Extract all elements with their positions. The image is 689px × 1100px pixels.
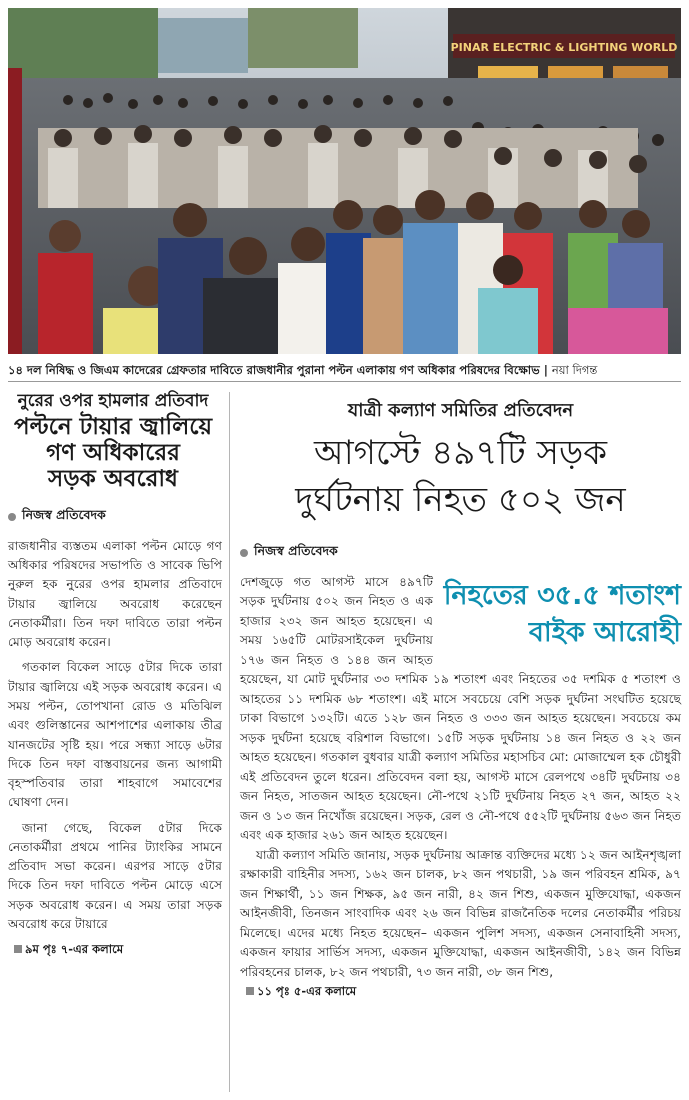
shop-sign-text: PINAR ELECTRIC & LIGHTING WORLD (450, 41, 678, 54)
left-jump-text: ৯ম পৃঃ ৭-এর কলামে (25, 942, 124, 957)
right-jump-text: ১১ পৃঃ ৫-এর কলামে (257, 984, 357, 999)
left-byline-text: নিজস্ব প্রতিবেদক (22, 506, 106, 522)
left-headline-block (8, 392, 222, 493)
protest-crowd-image (8, 8, 681, 354)
right-continued-link[interactable] (240, 982, 681, 1000)
right-headline-line-1: আগস্টে ৪৯৭টি সড়ক (313, 433, 608, 473)
left-paragraph: গতকাল বিকেল সাড়ে ৫টার দিকে তারা টায়ার জ্বালিয়ে এই সড়ক অবরোধ করেন। এ সময় পল্টন, তোপখানা রোড ও মতিঝিল এবং গুলিস্তানের আশপাশের এলাকায় তীব্র যানজটের সৃষ্টি হয়। পরে সন্ধ্যা সাড়ে ৬টার দিকে তিন দফা বাস্তবায়নের জন্য আগামী বৃহস্পতিবার তারা শাহবাগে সমাবেশের ঘোষণা দেন। (8, 660, 222, 810)
square-bullet-icon (246, 987, 254, 995)
news-photo (8, 8, 681, 354)
right-body (240, 573, 681, 1001)
bullet-icon (8, 513, 16, 521)
caption-text: ১৪ দল নিষিদ্ধ ও জিএম কাদেরের গ্রেফতার দাবিতে রাজধানীর পুরানা পল্টন এলাকায় গণ অধিকার পরিষদের বিক্ষোভ (8, 363, 540, 377)
left-headline-line-2: গণ অধিকারের (46, 438, 180, 466)
left-byline (8, 507, 222, 527)
right-headline-line-2: দুর্ঘটনায় নিহত ৫০২ জন (295, 479, 626, 520)
left-kicker: নুরের ওপর হামলার প্রতিবাদ (17, 391, 209, 411)
left-story (8, 392, 222, 1092)
column-divider (229, 392, 230, 1092)
right-byline (240, 543, 681, 563)
left-paragraph: জানা গেছে, বিকেল ৫টার দিকে নেতাকর্মীরা প্রথমে পানির ট্যাংকির সামনে প্রতিবাদ সভা করেন। এরপর সাড়ে ৫টার দিকে তিন দফা দাবিতে পল্টন মোড়ে এসে সড়ক অবরোধ করেন। এ সময় তারা সড়ক অবরোধ করে টায়ারে (8, 820, 222, 931)
caption-separator: | (543, 363, 552, 377)
left-headline-line-1: পল্টনে টায়ার জ্বালিয়ে (13, 412, 212, 440)
right-story (240, 392, 681, 1092)
pull-quote: নিহতের ৩৫.৫ শতাংশ বাইক আরোহী (443, 579, 681, 648)
left-body (8, 537, 222, 958)
bullet-icon (240, 549, 248, 557)
right-byline-text: নিজস্ব প্রতিবেদক (254, 542, 338, 558)
photo-credit: নয়া দিগন্ত (551, 363, 598, 377)
photo-caption (8, 358, 681, 382)
right-paragraph: দেশজুড়ে গত আগস্ট মাসে ৪৯৭টি সড়ক দুর্ঘটনায় ৫০২ জন নিহত ও এক হাজার ২৩২ জন আহত হয়েছেন। এ সময় ১৬৫টি মোটরসাইকেল দুর্ঘটনায় ১৭৬ জন নিহত ও ১৪৪ জন আহত হয়েছেন, যা মোট দুর্ঘটনার ৩৩ দশমিক ১৯ শতাংশ এবং নিহতের ৩৫ দশমিক ৫ শতাংশ ও আহতের ১১ দশমিক ৬৮ শতাংশ। এই মাসে সবচেয়ে বেশি সড়ক দুর্ঘটনা সংঘটিত হয়েছে ঢাকা বিভাগে ১৩২টি। এতে ১২৮ জন নিহত ও ৩৩৩ জন আহত হয়েছেন। সবচেয়ে কম সড়ক দুর্ঘটনা হয়েছে বরিশাল বিভাগে। ১৫টি সড়ক দুর্ঘটনায় ১৪ জন নিহত ও ২২ জন আহত হয়েছেন। গতকাল বুধবার যাত্রী কল্যাণ সমিতির মহাসচিব মো: মোজাম্মেল হক চৌধুরী এই প্রতিবেদন তুলে ধরেন। প্রতিবেদন বলা হয়, আগস্ট মাসে রেলপথে ৩৪টি দুর্ঘটনায় ৩৪ জন নিহত, সাতজন আহত হয়েছেন। নৌ-পথে ২১টি দুর্ঘটনায় নিহত ২৭ জন, আহত ২২ জন ও ১৩ জন নিখোঁজ রয়েছেন। সড়ক, রেল ও নৌ-পথে ৫৫২টি দুর্ঘটনায় ৫৬৩ জন নিহত এবং এক হাজার ২৬১ জন আহত হয়েছেন। (240, 574, 681, 843)
right-kicker: যাত্রী কল্যাণ সমিতির প্রতিবেদন (347, 400, 574, 421)
left-continued-link[interactable] (8, 940, 222, 958)
left-headline-line-3: সড়ক অবরোধ (48, 465, 178, 493)
left-paragraph: রাজধানীর ব্যস্ততম এলাকা পল্টন মোড়ে গণ অধিকার পরিষদের সভাপতি ও সাবেক ভিপি নুরুল হক নুরের ওপর হামলার প্রতিবাদে টায়ার জ্বালিয়ে অবরোধ করেছেন নেতাকর্মীরা। তিন দফা দাবিতে তারা পল্টন মোড় অবরোধ করেন। (8, 538, 222, 650)
right-paragraph: যাত্রী কল্যাণ সমিতি জানায়, সড়ক দুর্ঘটনায় আক্রান্ত ব্যক্তিদের মধ্যে ১২ জন আইনশৃঙ্খলা রক্ষাকারী বাহিনীর সদস্য, ১৬২ জন চালক, ৮২ জন পথচারী, ১৯ জন পরিবহন শ্রমিক, ৯৭ জন শিক্ষার্থী, ১১ জন শিক্ষক, ৯৫ জন নারী, ৪২ জন শিশু, একজন মুক্তিযোদ্ধা, একজন আইনজীবী, তিনজন সাংবাদিক এবং ২৬ জন বিভিন্ন রাজনৈতিক দলের নেতাকর্মীর পরিচয় মিলেছে। এদের মধ্যে নিহত হয়েছেন– একজন পুলিশ সদস্য, একজন সেনাবাহিনী সদস্য, একজন ফায়ার সার্ভিস সদস্য, একজন মুক্তিযোদ্ধা, একজন আইনজীবী, ১৪২ জন বিভিন্ন পরিবহনের চালক, ৮২ জন পথচারী, ৭৩ জন নারী, ৩৮ জন শিশু, (240, 847, 681, 979)
square-bullet-icon (14, 945, 22, 953)
